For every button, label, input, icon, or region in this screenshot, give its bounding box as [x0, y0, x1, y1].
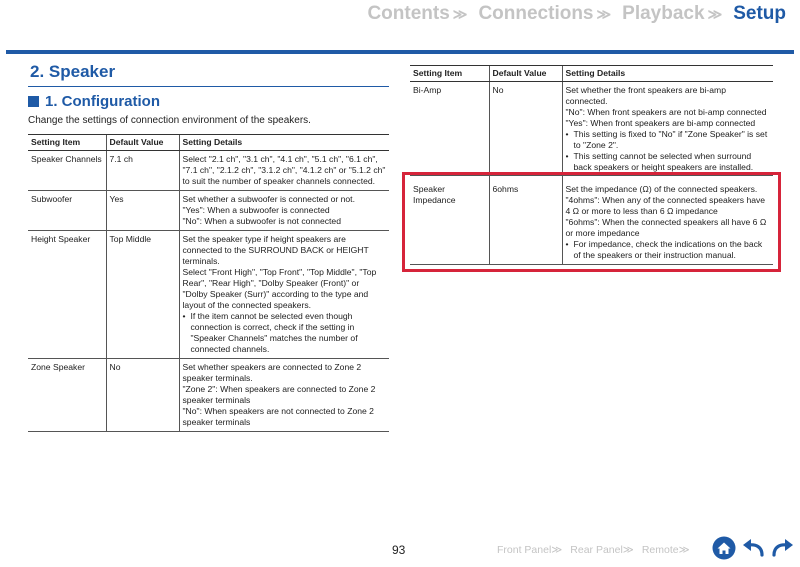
detail-line: Set whether a subwoofer is connected or not.	[182, 194, 355, 204]
nav-label: Setup	[733, 3, 786, 24]
setting-item: Zone Speaker	[28, 359, 106, 432]
detail-line: "Zone 2": When speakers are connected to Zone 2 speaker terminals	[182, 384, 376, 405]
detail-line: "Yes": When a subwoofer is connected	[182, 205, 330, 215]
default-value: 7.1 ch	[106, 151, 179, 191]
column-header: Setting Item	[410, 66, 489, 82]
detail-line: Select "Front High", "Top Front", "Top Middle", "Top Rear", "Rear High", "Dolby Speaker (Front)" or "Dolby Speaker (Surr)" according to the type and layout of the connected speakers.	[182, 267, 377, 310]
setting-item: Bi-Amp	[410, 82, 489, 176]
front-panel-link[interactable]: Front Panel≫	[497, 544, 563, 556]
rear-panel-link[interactable]: Rear Panel≫	[570, 544, 634, 556]
note-bullet	[566, 151, 771, 175]
nav-label: Playback	[622, 3, 705, 24]
settings-table-left	[28, 134, 389, 432]
detail-line: Set whether the front speakers are bi-amp connected.	[565, 85, 726, 106]
default-value: 6ohms	[489, 176, 562, 265]
default-value: Yes	[106, 191, 179, 231]
detail-line: "4ohms": When any of the connected speakers have 4 Ω or more to less than 6 Ω impedance	[565, 195, 766, 216]
column-header: Default Value	[106, 135, 179, 151]
table-row	[28, 231, 389, 359]
nav-label: Connections	[478, 3, 594, 24]
table-header-row	[28, 135, 389, 151]
chevron-icon: ≫	[707, 5, 720, 22]
table-row	[410, 82, 773, 176]
detail-line: "Yes": When front speakers are bi-amp connected	[565, 118, 756, 128]
detail-line: "No": When speakers are not connected to Zone 2 speaker terminals	[182, 406, 374, 427]
top-navigation	[353, 0, 786, 28]
home-icon[interactable]	[712, 536, 736, 560]
nav-contents[interactable]	[367, 3, 464, 25]
square-bullet-icon	[28, 96, 39, 107]
setting-item: Subwoofer	[28, 191, 106, 231]
column-header: Setting Details	[179, 135, 389, 151]
column-header: Setting Item	[28, 135, 106, 151]
setting-item: Speaker Impedance	[410, 176, 489, 265]
setting-details	[179, 151, 389, 191]
detail-line: "No": When front speakers are not bi-amp connected	[565, 107, 767, 117]
note-text: For impedance, check the indications on the back of the speakers or their instruction manual.	[573, 239, 763, 260]
nav-connections[interactable]	[478, 3, 608, 25]
subsection-title-text: 1. Configuration	[45, 93, 160, 110]
return-icon[interactable]	[770, 536, 796, 560]
note-text: If the item cannot be selected even though connection is correct, check if the setting in "Speaker Channels" matches the number of connected channels.	[190, 311, 358, 354]
chevron-icon: ≫	[596, 5, 609, 22]
setting-details	[562, 176, 773, 265]
detail-line: "No": When a subwoofer is not connected	[182, 216, 341, 226]
detail-line: Select "2.1 ch", "3.1 ch", "4.1 ch", "5.1 ch", "6.1 ch", "7.1 ch", "2.1.2 ch", "3.1.2 ch", "4.1.2 ch" or "5.1.2 ch" to suit the number of speaker channels connected.	[182, 154, 386, 186]
table-header-row	[410, 66, 773, 82]
note-text: This setting cannot be selected when surround back speakers or height speakers are installed.	[573, 151, 754, 172]
default-value: No	[489, 82, 562, 176]
detail-line: "6ohms": When the connected speakers all have 6 Ω or more impedance	[565, 217, 767, 238]
bullet-icon: •	[182, 311, 186, 321]
detail-line: Set the impedance (Ω) of the connected speakers.	[565, 184, 758, 194]
setting-details	[179, 359, 389, 432]
note-bullet	[566, 239, 771, 261]
note-bullet	[566, 129, 771, 151]
setting-details	[562, 82, 773, 176]
nav-label: Contents	[367, 3, 450, 24]
table-row	[410, 176, 773, 265]
bullet-icon: •	[565, 151, 569, 161]
setting-details	[179, 191, 389, 231]
header-divider	[6, 50, 794, 54]
nav-playback[interactable]	[622, 3, 719, 25]
nav-setup[interactable]	[733, 3, 786, 25]
table-row	[28, 359, 389, 432]
bullet-icon: •	[565, 129, 569, 139]
subsection-title	[28, 93, 160, 110]
note-text: This setting is fixed to "No" if "Zone Speaker" is set to "Zone 2".	[573, 129, 768, 150]
chevron-icon: ≫	[452, 5, 465, 22]
remote-link[interactable]: Remote≫	[641, 544, 690, 556]
default-value: Top Middle	[106, 231, 179, 359]
setting-item: Speaker Channels	[28, 151, 106, 191]
setting-item: Height Speaker	[28, 231, 106, 359]
note-bullet	[183, 311, 387, 355]
default-value: No	[106, 359, 179, 432]
section-divider	[28, 86, 389, 87]
table-row	[28, 191, 389, 231]
setting-details	[179, 231, 389, 359]
intro-text: Change the settings of connection environment of the speakers.	[28, 115, 311, 126]
page-number: 93	[392, 543, 406, 557]
column-header: Default Value	[489, 66, 562, 82]
back-icon[interactable]	[740, 536, 766, 560]
table-row	[28, 151, 389, 191]
column-header: Setting Details	[562, 66, 773, 82]
footer-navigation	[497, 544, 698, 556]
settings-table-right	[410, 65, 773, 265]
footer-icons	[712, 536, 800, 560]
section-title: 2. Speaker	[30, 62, 116, 81]
detail-line: Set the speaker type if height speakers are connected to the SURROUND BACK or HEIGHT terminals.	[182, 234, 369, 266]
bullet-icon: •	[565, 239, 569, 249]
detail-line: Set whether speakers are connected to Zone 2 speaker terminals.	[182, 362, 362, 383]
